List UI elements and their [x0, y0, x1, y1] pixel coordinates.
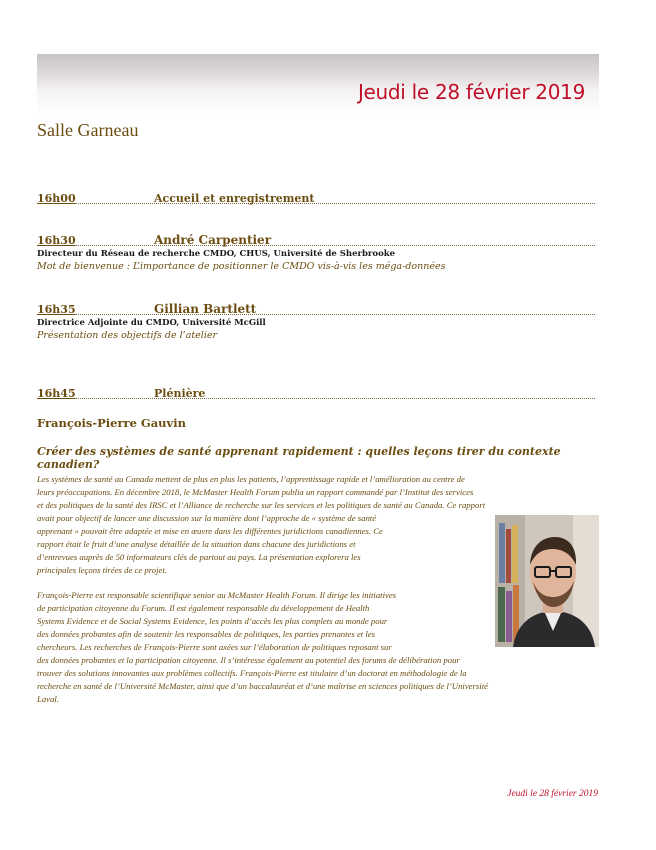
header-date: Jeudi le 28 février 2019	[357, 80, 585, 104]
agenda-item-title: Plénière	[154, 387, 206, 400]
speaker-affiliation: Directeur du Réseau de recherche CMDO, CHUS, Université de Sherbrooke	[37, 249, 396, 259]
text-line: recherche en santé de l’Université McMaster, ainsi que d’un baccalauréat et d’une maîtrise en sciences politiques de l’Université	[37, 681, 488, 691]
portrait-illustration	[495, 515, 599, 647]
header-banner	[37, 54, 599, 116]
plenary-speaker: François-Pierre Gauvin	[37, 416, 186, 430]
session-description: Présentation des objectifs de l’atelier	[37, 330, 218, 341]
speaker-affiliation: Directrice Adjointe du CMDO, Université McGill	[37, 318, 266, 328]
agenda-row	[37, 385, 595, 399]
text-line: Laval.	[37, 694, 59, 704]
text-line: trouver des solutions innovantes aux problèmes collectifs. François-Pierre est titulaire d’un doctorat en méthodologie de la	[37, 668, 467, 678]
speaker-photo	[495, 515, 599, 647]
footer-date: Jeudi le 28 février 2019	[507, 789, 598, 799]
text-line: leurs préoccupations. En décembre 2018, le McMaster Health Forum publia un rapport commandé par l’Institut des services	[37, 487, 474, 497]
agenda-row	[37, 232, 595, 246]
text-line: chercheurs. Les recherches de François-Pierre sont axées sur l’élaboration de politiques reposant sur	[37, 642, 392, 652]
agenda-speaker-name: André Carpentier	[154, 233, 272, 247]
text-line: des données probantes et la participation citoyenne. Il s’intéresse également au potentiel des forums de délibération pour	[37, 655, 460, 665]
text-line: de participation citoyenne du Forum. Il est également responsable du développement de Health	[37, 603, 370, 613]
agenda-time: 16h35	[37, 303, 76, 316]
text-line: d’entrevues auprès de 50 informateurs clés de partout au pays. La présentation explorera les	[37, 552, 361, 562]
agenda-row	[37, 190, 595, 204]
text-line: apprenant » pouvait être adaptée et mise en œuvre dans les différentes juridictions canadiennes. Ce	[37, 526, 383, 536]
session-description: Mot de bienvenue : L’importance de positionner le CMDO vis-à-vis les méga-données	[37, 261, 446, 272]
agenda-item-title: Accueil et enregistrement	[154, 192, 315, 205]
text-line: avait pour objectif de lancer une discussion sur la manière dont l’approche de « système de santé	[37, 513, 377, 523]
text-line: et des politiques de la santé des IRSC et l’Alliance de recherche sur les services et les politiques de santé au Canada. Ce rapport	[37, 500, 486, 510]
text-line: Systems Evidence et de Social Systems Evidence, les points d’accès les plus complets au monde pour	[37, 616, 388, 626]
agenda-row	[37, 301, 595, 315]
agenda-time: 16h30	[37, 234, 76, 247]
agenda-speaker-name: Gillian Bartlett	[154, 302, 257, 316]
text-line: rapport était le fruit d’une analyse détaillée de la situation dans chacune des juridictions et	[37, 539, 356, 549]
text-line: des données probantes afin de soutenir les responsables de politiques, les parties prenantes et les	[37, 629, 376, 639]
text-line: principales leçons tirées de ce projet.	[37, 565, 167, 575]
text-line: Les systèmes de santé au Canada mettent de plus en plus les patients, l’apprentissage rapide et l’amélioration au centre de	[37, 474, 465, 484]
room-title: Salle Garneau	[37, 120, 139, 140]
plenary-talk-title: Créer des systèmes de santé apprenant rapidement : quelles leçons tirer du contexte canadien?	[37, 445, 561, 471]
text-line: François-Pierre est responsable scientifique senior au McMaster Health Forum. Il dirige les initiatives	[37, 590, 397, 600]
agenda-time: 16h00	[37, 192, 76, 205]
agenda-time: 16h45	[37, 387, 76, 400]
